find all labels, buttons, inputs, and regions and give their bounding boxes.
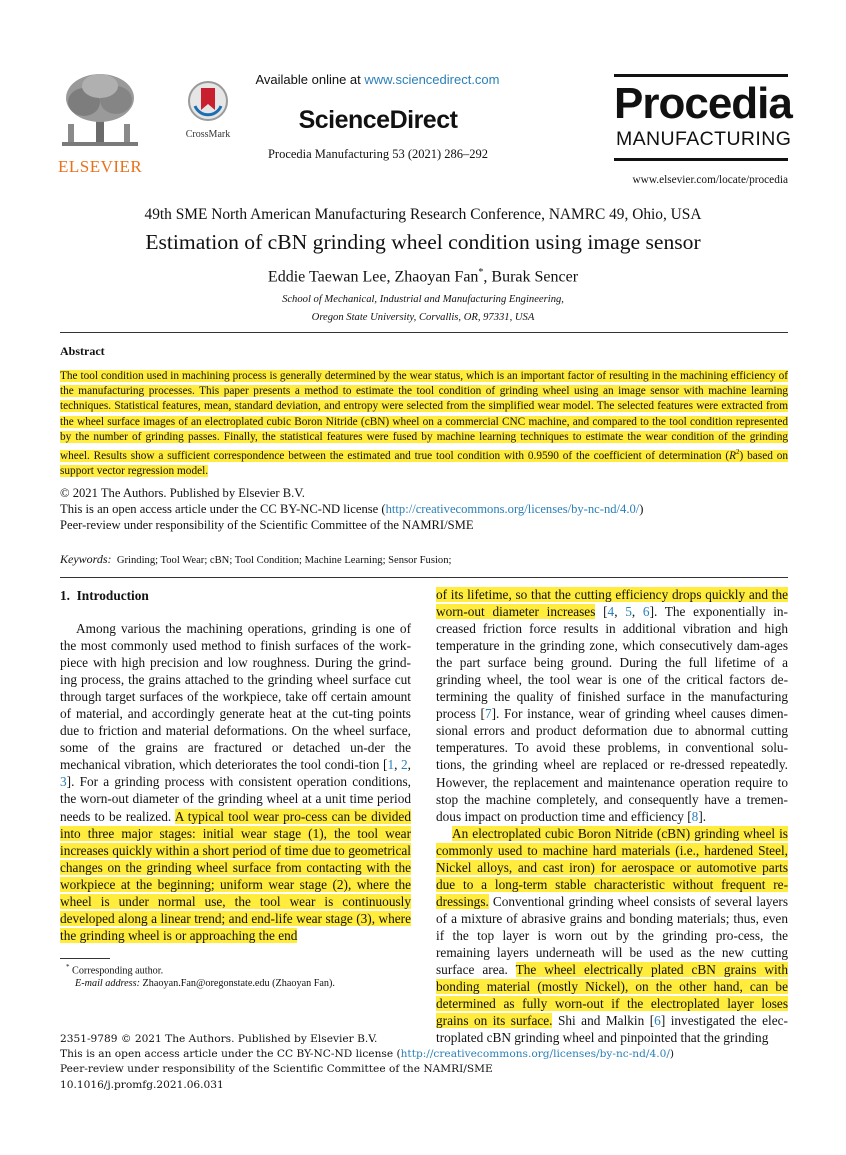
footer-license-link[interactable]: http://creativecommons.org/licenses/by-nc-nd/4.0/ [400, 1048, 670, 1061]
p1-highlight: A typical tool wear pro-cess can be divided into three major stages: initial wear stage (1), the tool wear increases quickly within a short period of time due to geometrical changes on the grinding wheel surface from contacting with the workpiece at the beginning; uniform wear stage (2), where the wheel is under normal use, the tool wear is continuously developed along a linear trend; and end-life wear stage (3), where the grinding wheel is or approaching the end [60, 808, 411, 943]
footnote-corresponding [66, 963, 163, 976]
crossmark-badge[interactable] [182, 80, 234, 140]
p1-text-b: ]. For a grinding process with consistent operation conditions, the worn-out diameter of the grinding wheel at a unit time period needs to be realized. [60, 774, 411, 824]
intro-paragraph-1-cont: of its lifetime, so that the cutting efficiency drops quickly and the worn-out diameter increases [4, 5, 6]. The exponentially in-creased friction force results in additional vibration and high temperature in the grinding zone, which consecutively dam-ages the part surface being ground. During the full lifetime of a grinding wheel, the tool wear is one of the critical factors de-termining the quality of finished surface in the manufacturing process [7]. For instance, wear of grinding wheel causes dimen-sional errors and product deformation due to abnormal cutting temperatures. To avoid these problems, in conventional solu-tions, the grinding wheel are replaced or re-dressed repeatedly. However, the replacement and maintenance operation require to stop the machine completely, and consequently have a tremen-dous impact on production time and efficiency [8]. [436, 587, 788, 824]
introduction-heading: 1. Introduction [60, 588, 149, 603]
citation-6[interactable]: 6 [642, 604, 650, 620]
footer-open-access-suffix: ) [669, 1048, 675, 1061]
p2-highlight-2: The wheel electrically plated cBN grains with bonding material (mostly Nickel), on the other hand, can be determined as fully worn-out if the electroplated layer loses grains on its surface. [436, 962, 788, 1029]
p2-text-a: Conventional grinding wheel consists of several layers of a mixture of abrasive grains and bonding materials; thus, even if the top layer is worn out by the grinding pro-cess, the remaining layers underneath will be used as the new cutting surface area. [436, 893, 788, 978]
col2-highlight: of its lifetime, so that the cutting efficiency drops quickly and the worn-out diameter increases [436, 587, 788, 620]
keywords-divider [60, 577, 788, 578]
intro-paragraph-1 [60, 620, 411, 944]
footer-peer-review: Peer-review under responsibility of the Scientific Committee of the NAMRI/SME [60, 1063, 493, 1076]
footnote-rule [60, 958, 110, 959]
footnote-corresponding-text: Corresponding author. [72, 965, 164, 977]
intro-paragraph-2 [436, 825, 788, 1047]
intro-column-right [436, 586, 788, 1046]
p2-text-b: Shi and Malkin [ [552, 1013, 655, 1029]
procedia-logo-subtitle: MANUFACTURING [616, 128, 792, 150]
abstract-heading: Abstract [60, 344, 105, 358]
abstract-body [60, 370, 788, 477]
citation-8[interactable]: 8 [691, 808, 699, 824]
r2-power: 2 [736, 448, 740, 457]
available-online [200, 72, 555, 87]
keywords-label: Keywords: [60, 552, 112, 566]
footer-open-access-prefix: This is an open access article under the CC BY-NC-ND license ( [60, 1048, 401, 1061]
citation-2[interactable]: 2 [401, 757, 408, 773]
abstract-text [60, 369, 788, 479]
p2-text-c: ] investigated the elec-troplated cBN grinding wheel and pinpointed that the grinding [436, 1013, 788, 1046]
article-title: Estimation of cBN grinding wheel condition using image sensor [145, 230, 701, 254]
intro-column-left [60, 620, 411, 944]
footnote-email [75, 978, 335, 989]
email-address[interactable]: Zhaoyan.Fan@oregonstate.edu (Zhaoyan Fan). [142, 978, 335, 989]
citation-7[interactable]: 7 [484, 706, 492, 722]
sciencedirect-link[interactable]: www.sciencedirect.com [364, 72, 500, 87]
peer-review-line: Peer-review under responsibility of the Scientific Committee of the NAMRI/SME [60, 518, 474, 532]
footer-issn: 2351-9789 © 2021 The Authors. Published by Elsevier B.V. [60, 1033, 378, 1045]
elsevier-tree-icon [58, 72, 142, 150]
affiliation-line-1: School of Mechanical, Industrial and Manufacturing Engineering, [282, 294, 564, 305]
citation-3[interactable]: 3 [60, 774, 67, 790]
journal-url[interactable]: www.elsevier.com/locate/procedia [632, 174, 788, 186]
logo-top-bar [614, 74, 788, 77]
col2-text-c: ]. For instance, wear of grinding wheel causes dimen-sional errors and product deformation due to abnormal cutting temperatures. To avoid these problems, in conventional solu-tions, the grinding wheel are replaced or re-dressed repeatedly. However, the replacement and maintenance operation require to stop the machine completely, and consequently have a tremen-dous impact on production time and efficiency [ [436, 706, 788, 824]
affiliation-line-2: Oregon State University, Corvallis, OR, 97331, USA [311, 312, 535, 323]
citation-1[interactable]: 1 [387, 757, 395, 773]
conference-line: 49th SME North American Manufacturing Research Conference, NAMRC 49, Ohio, USA [144, 206, 702, 223]
sciencedirect-wordmark[interactable]: ScienceDirect [298, 106, 458, 134]
procedia-logo[interactable] [612, 74, 790, 170]
footnote-mark: * [66, 963, 70, 971]
keywords-list: Grinding; Tool Wear; cBN; Tool Condition; Machine Learning; Sensor Fusion; [116, 555, 452, 566]
p1-text-a: Among various the machining operations, grinding is one of the most commonly used method to finish surfaces of the work-piece with high precision and low roughness. During the grind-ing process, the grains attached to the grinding wheel surface cut through target surfaces of the workpiece, take off certain amount of material, and accordingly generate heat at the cut-ting points due to friction and material deformations. On the wheel surface, some of the grains are fractured or detached un-der the mechanical vibration, which deteriorates the tool condi-tion [ [60, 621, 411, 773]
logo-bottom-bar [614, 158, 788, 161]
footer-doi[interactable]: 10.1016/j.promfg.2021.06.031 [60, 1078, 224, 1091]
copyright-line: © 2021 The Authors. Published by Elsevier B.V. [60, 486, 305, 500]
keywords-line [60, 552, 451, 567]
email-label: E-mail address: [75, 978, 140, 989]
open-access-prefix: This is an open access article under the CC BY-NC-ND license ( [60, 502, 386, 516]
available-online-prefix: Available online at [255, 72, 365, 87]
elsevier-logo[interactable] [58, 72, 143, 176]
journal-citation: Procedia Manufacturing 53 (2021) 286–292 [267, 147, 489, 161]
p2-highlight: An electroplated cubic Boron Nitride (cBN) grinding wheel is commonly used to machine hard materials (i.e., hardened Steel, Nickel alloys, and cast iron) for aerospace or automotive parts due to a long-term stable characteristic without frequent re-dressings. [436, 825, 788, 909]
corresponding-mark: * [478, 267, 484, 278]
open-access-suffix: ) [639, 502, 644, 516]
sep-2: , [407, 757, 411, 773]
procedia-logo-title: Procedia [614, 79, 792, 128]
page-footer [60, 1032, 800, 1093]
col2-text-d: ]. [698, 808, 707, 824]
elsevier-wordmark: ELSEVIER [58, 157, 143, 176]
citation-5[interactable]: 5 [625, 604, 632, 620]
abstract-body-1: The tool condition used in machining process is generally determined by the wear status, which is an important factor of resulting in the machining efficiency of the manufacturing processes. This paper presents a method to estimate the tool condition of grinding wheel using an image sensor with machine learning techniques. Statistical features, mean, standard deviation, and entropy were selected from the simplified wear model. The selected features were extracted from the wheel surface images of an electroplated cubic Boron Nitride (cBN) wheel on a commercial CNC machine, and compared to the tool condition represented by the number of grinding passes. Finally, the statistical features were fused by machine learning techniques to estimate the wear condition of the grinding wheel. Results show a sufficient correspondence between the estimated and true tool condition with 0.9590 of the coefficient of determination ( [60, 370, 788, 462]
r2-symbol: R [729, 449, 737, 462]
abstract-body-2: ) based on support vector regression model. [60, 449, 788, 477]
citation-4[interactable]: 4 [607, 604, 615, 620]
crossmark-label: CrossMark [185, 129, 231, 140]
authors-part2: , Burak Sencer [483, 268, 579, 286]
citation-6b[interactable]: 6 [654, 1013, 661, 1029]
sep-1: , [394, 757, 402, 773]
col2-text-a: [ [595, 604, 608, 620]
footer-open-access [60, 1047, 800, 1062]
authors-part1: Eddie Taewan Lee, Zhaoyan Fan [267, 268, 479, 286]
title-divider [60, 332, 788, 333]
license-link[interactable]: http://creativecommons.org/licenses/by-nc-nd/4.0/ [385, 502, 640, 516]
open-access-line [60, 502, 644, 517]
author-list [60, 267, 786, 286]
col2-text-b: ]. The exponentially in-creased friction force results in additional vibration and high temperature in the grinding zone, which consecutively dam-ages the part surface being ground. During the full lifetime of a grinding wheel, the tool wear is one of the critical factors de-termining the quality of finished surface in the manufacturing process [ [436, 604, 788, 722]
